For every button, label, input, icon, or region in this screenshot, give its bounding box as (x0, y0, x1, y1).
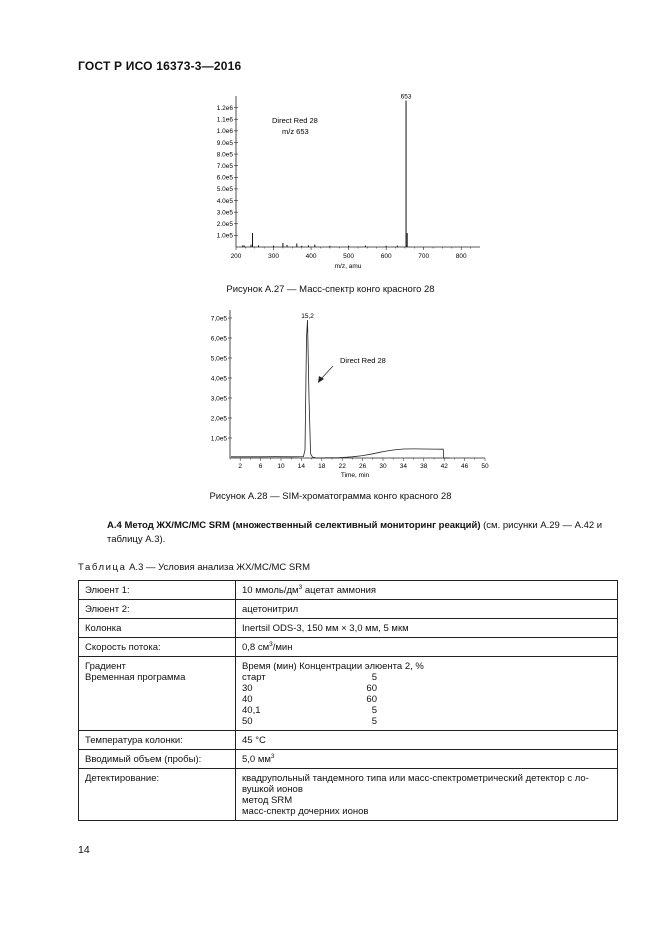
gradient-cell: 5 (371, 705, 377, 716)
table-row (79, 581, 618, 600)
row-value: 45 °C (236, 731, 618, 750)
y-tick-label: 4.0e5 (216, 197, 233, 205)
table-row (79, 750, 618, 769)
row-value: ацетонитрил (236, 600, 618, 619)
row-value: Inertsil ODS-3, 150 мм × 3,0 мм, 5 мкм (236, 619, 618, 638)
y-tick-label: 6,0e5 (210, 335, 227, 343)
x-tick-label: 22 (338, 463, 346, 470)
x-tick-label: 2 (238, 463, 243, 470)
x-tick-label: 800 (455, 253, 467, 260)
figure-27-caption: Рисунок А.27 — Масс-спектр конго красного 28 (226, 284, 435, 295)
gradient-cell: 60 (366, 683, 377, 694)
y-tick-label: 1.1e6 (216, 116, 233, 124)
x-tick-label: 14 (297, 463, 306, 470)
x-tick-label: 200 (230, 253, 242, 260)
table-row (79, 638, 618, 657)
x-tick-label: 500 (343, 253, 355, 260)
row-value: квадрупольный тандемного типа или масс-спектрометрический детектор с ло-вушкой ионов метод SRM масс-спектр дочерних ионов (236, 769, 618, 821)
ms-annotation-name: Direct Red 28 (272, 116, 318, 125)
gradient-cell: 50 (242, 716, 253, 727)
row-label: Элюент 1: (79, 581, 236, 600)
table-caption-word: Таблица (78, 562, 127, 573)
sim-chromatogram-chart (195, 304, 495, 484)
gradient-cell: 30 (242, 683, 253, 694)
y-tick-label: 2.0e5 (216, 221, 233, 229)
gradient-cell: 40,1 (242, 705, 261, 716)
ms-xlabel: m/z, amu (334, 263, 362, 270)
y-tick-label: 2,0e5 (210, 415, 227, 423)
y-tick-label: 4,0e5 (210, 375, 227, 383)
x-tick-label: 6 (258, 463, 263, 470)
row-label: Скорость потока: (79, 638, 236, 657)
y-tick-label: 8.0e5 (216, 151, 233, 159)
row-value: 0,8 $см^3$/мин (236, 638, 618, 657)
x-tick-label: 300 (268, 253, 279, 260)
table-caption-text: А.3 — Условия анализа ЖХ/МС/МС SRM (129, 562, 310, 573)
x-tick-label: 18 (318, 463, 326, 470)
y-tick-label: 5.0e5 (216, 186, 233, 194)
gradient-cell: старт (242, 672, 266, 683)
table-row (79, 600, 618, 619)
y-tick-label: 1.0e6 (216, 128, 233, 136)
y-tick-label: 6.0e5 (216, 174, 233, 182)
x-tick-label: 600 (380, 253, 392, 260)
row-label: Детектирование: (79, 769, 236, 821)
section-a4 (107, 519, 617, 547)
document-header: ГОСТ Р ИСО 16373-3—2016 (78, 59, 242, 73)
gradient-cell: 60 (366, 694, 377, 705)
gradient-cell: 40 (242, 694, 253, 705)
x-tick-label: 400 (305, 253, 317, 260)
gradient-cell: 5 (371, 672, 377, 683)
peak-label: 15,2 (301, 313, 314, 320)
row-label: Элюент 2: (79, 600, 236, 619)
y-tick-label: 1.0e5 (216, 232, 233, 240)
figure-28-caption: Рисунок А.28 — SIM-хроматограмма конго красного 28 (209, 491, 452, 502)
y-tick-label: 7,0e5 (210, 315, 227, 323)
x-tick-label: 38 (420, 463, 428, 470)
row-value: 5,0 $мм^3$ (236, 750, 618, 769)
x-tick-label: 42 (440, 463, 448, 470)
gradient-rows (242, 672, 611, 727)
sim-annotation-name: Direct Red 28 (340, 356, 386, 365)
x-tick-label: 46 (460, 463, 469, 470)
row-label: Вводимый объем (пробы): (79, 750, 236, 769)
y-tick-label: 3,0e5 (210, 395, 227, 403)
section-reference: (см. рисунки А.29 — А.42 и таблицу А.3). (107, 520, 603, 545)
mass-spectrum-chart (200, 88, 490, 273)
row-label: Колонка (79, 619, 236, 638)
y-tick-label: 3.0e5 (216, 209, 233, 217)
x-tick-label: 50 (481, 463, 489, 470)
annotation-arrow (318, 366, 333, 383)
section-number: А.4 (107, 520, 122, 531)
table-row (79, 619, 618, 638)
y-tick-label: 7.0e5 (216, 162, 233, 170)
sim-chromatogram-line (231, 320, 449, 458)
table-row (79, 731, 618, 750)
y-tick-label: 1,0e5 (210, 435, 227, 443)
x-tick-label: 700 (418, 253, 430, 260)
gradient-header: Время (мин) Концентрации элюента 2, % (242, 661, 424, 672)
x-tick-label: 10 (277, 463, 285, 470)
row-label: Градиент Временная программа (79, 657, 236, 731)
x-tick-label: 26 (358, 463, 367, 470)
gradient-cell: 5 (371, 716, 377, 727)
row-label: Температура колонки: (79, 731, 236, 750)
table-caption (78, 562, 310, 573)
row-value: 10 ммоль/$дм^3$ ацетат аммония (236, 581, 618, 600)
section-title: Метод ЖХ/МС/МС SRM (множественный селективный мониторинг реакций) (124, 520, 481, 531)
conditions-table (78, 580, 618, 821)
y-tick-label: 5,0e5 (210, 355, 227, 363)
peak-label: 653 (400, 93, 412, 101)
y-tick-label: 1.2e6 (216, 104, 233, 112)
table-row (79, 769, 618, 821)
page-number: 14 (78, 844, 90, 856)
sim-xlabel: Time, min (340, 472, 370, 479)
ms-annotation-mz: m/z 653 (282, 127, 309, 136)
x-tick-label: 30 (379, 463, 387, 470)
table-row (79, 657, 618, 731)
x-tick-label: 34 (399, 463, 408, 470)
gradient-program (236, 657, 618, 731)
y-tick-label: 9.0e5 (216, 139, 233, 147)
